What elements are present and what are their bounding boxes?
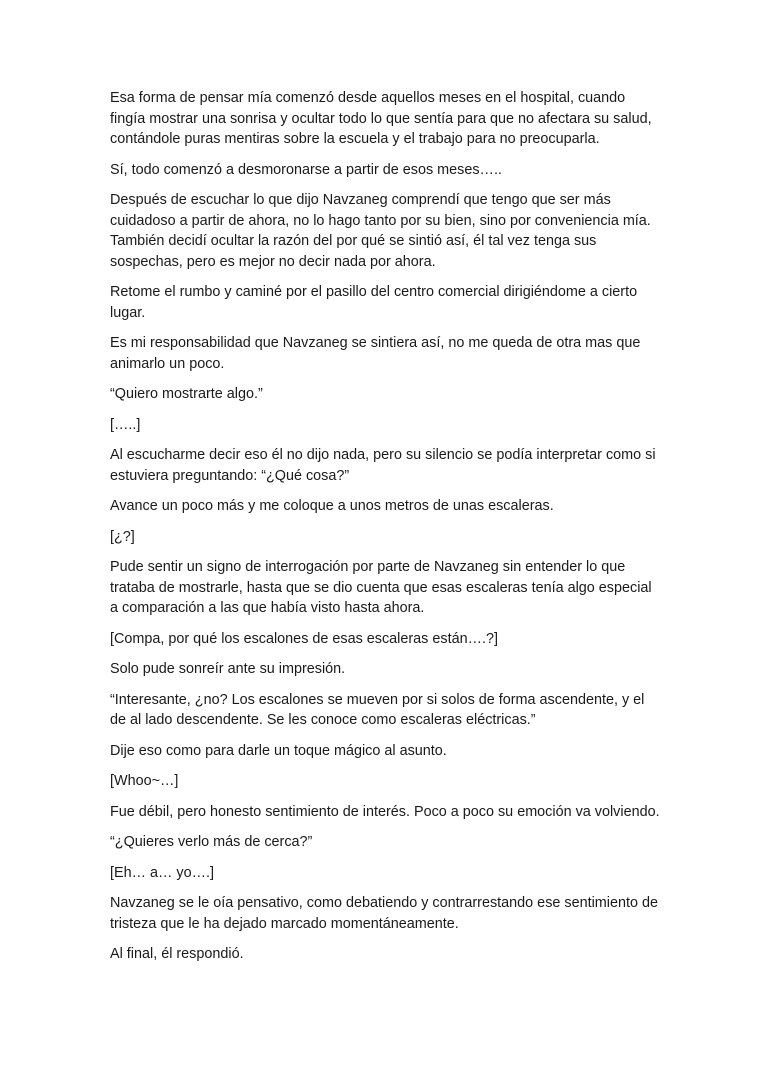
paragraph: Avance un poco más y me coloque a unos metros de unas escaleras. bbox=[110, 498, 554, 514]
paragraph: Es mi responsabilidad que Navzaneg se sintiera así, no me queda de otra mas que animarlo un poco. bbox=[110, 335, 641, 372]
paragraph: Solo pude sonreír ante su impresión. bbox=[110, 661, 346, 677]
paragraph: [Whoo~…] bbox=[110, 773, 179, 789]
paragraph: [Compa, por qué los escalones de esas escaleras están….?] bbox=[110, 630, 498, 647]
paragraph: Fue débil, pero honesto sentimiento de interés. Poco a poco su emoción va volviendo. bbox=[110, 803, 660, 820]
paragraph: [¿?] bbox=[110, 528, 135, 545]
paragraph: “¿Quieres verlo más de cerca?” bbox=[110, 834, 313, 850]
paragraph: Esa forma de pensar mía comenzó desde aquellos meses en el hospital, cuando fingía mostrar una sonrisa y ocultar todo lo que sentía para que no afectara su salud, contándole puras mentiras sobre la escuela y el trabajo para no preocuparla. bbox=[110, 90, 652, 147]
paragraph: Después de escuchar lo que dijo Navzaneg comprendí que tengo que ser más cuidadoso a partir de ahora, no lo hago tanto por su bien, sino por conveniencia mía. También decidí ocultar la razón del por qué se sintió así, él tal vez tenga sus sospechas, pero es mejor no decir nada por ahora. bbox=[110, 192, 651, 270]
paragraph: Navzaneg se le oía pensativo, como debatiendo y contrarrestando ese sentimiento de tristeza que le ha dejado marcado momentáneamente. bbox=[110, 895, 658, 932]
paragraph: Al final, él respondió. bbox=[110, 946, 244, 962]
paragraph: Al escucharme decir eso él no dijo nada, pero su silencio se podía interpretar como si estuviera preguntando: “¿Qué cosa?” bbox=[110, 447, 656, 484]
paragraph: […..] bbox=[110, 416, 141, 433]
paragraph: Retome el rumbo y caminé por el pasillo del centro comercial dirigiéndome a cierto lugar. bbox=[110, 284, 638, 321]
paragraph: Dije eso como para darle un toque mágico al asunto. bbox=[110, 742, 447, 759]
paragraph: [Eh… a… yo….] bbox=[110, 864, 214, 881]
paragraph: “Interesante, ¿no? Los escalones se mueven por si solos de forma ascendente, y el de al lado descendente. Se les conoce como escaleras eléctricas.” bbox=[110, 691, 645, 728]
paragraph: Pude sentir un signo de interrogación por parte de Navzaneg sin entender lo que trataba de mostrarle, hasta que se dio cuenta que esas escaleras tenía algo especial a comparación a las que había visto hasta ahora. bbox=[110, 559, 652, 616]
paragraph: Sí, todo comenzó a desmoronarse a partir de esos meses….. bbox=[110, 161, 502, 178]
paragraph: “Quiero mostrarte algo.” bbox=[110, 386, 263, 402]
